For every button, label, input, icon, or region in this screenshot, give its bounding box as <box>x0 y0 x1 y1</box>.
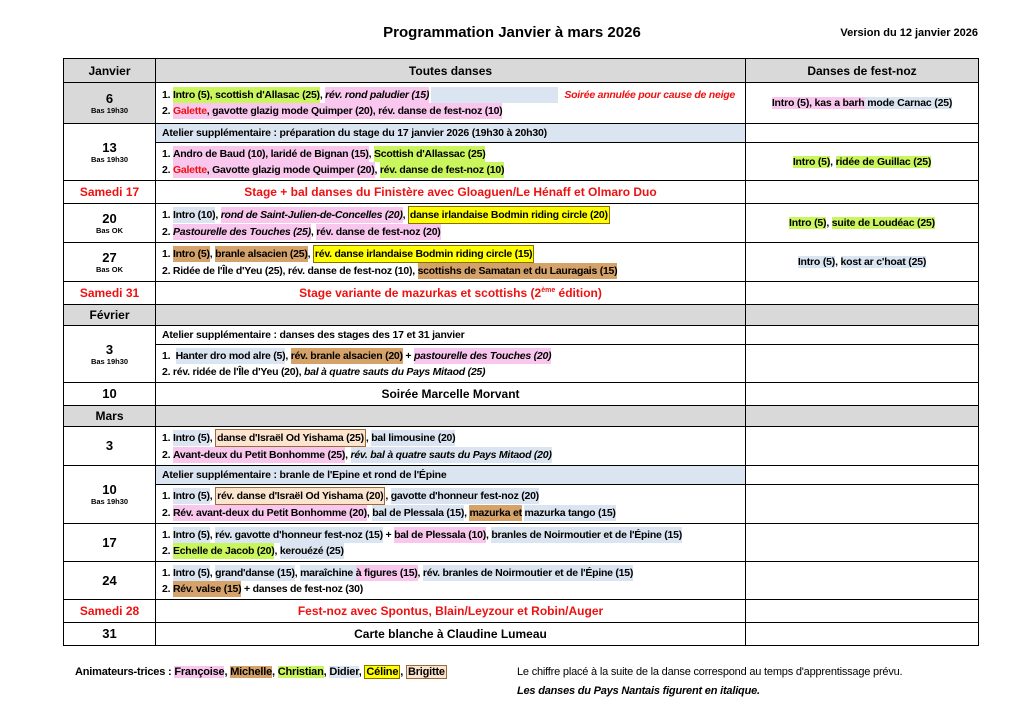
festnoz-cell <box>746 524 979 562</box>
separator: , <box>272 666 278 678</box>
text-segment: Intro (5), kas a barh <box>771 97 865 109</box>
table-row <box>64 524 979 562</box>
table-row <box>64 427 979 466</box>
text-segment: , gavotte glazig mode Quimper (20), rév. danse de fest-noz (10) <box>206 105 503 117</box>
table-row <box>64 326 979 345</box>
text-segment: , <box>417 566 423 579</box>
date-number: 3 <box>105 438 114 453</box>
text-segment: mode Carnac (25) <box>864 97 953 109</box>
festnoz-cell <box>746 466 979 485</box>
text-segment: rév. branles de Noirmoutier et de l'Épine (15) <box>422 566 634 579</box>
festnoz-cell <box>746 485 979 524</box>
date-cell <box>64 243 156 282</box>
text-segment: , <box>310 226 317 238</box>
footer <box>75 666 1024 697</box>
festnoz-cell <box>746 383 979 406</box>
text-segment: rév. gavotte d'honneur fest-noz (15) <box>215 528 383 541</box>
table-row <box>64 383 979 406</box>
event-cell <box>156 383 746 406</box>
month-label: Février <box>64 305 156 326</box>
festnoz-cell <box>746 204 979 243</box>
dances-cell <box>156 204 746 243</box>
footer-notes <box>517 666 902 697</box>
note-learning-time: Le chiffre placé à la suite de la danse correspond au temps d'apprentissage prévu. <box>517 666 903 678</box>
text-segment: mazurka et <box>469 507 522 519</box>
separator: , <box>358 666 365 678</box>
text-segment: Rév. avant-deux du Petit Bonhomme (20) <box>172 507 367 519</box>
dance-line <box>162 103 739 119</box>
dances-cell <box>156 524 746 562</box>
text-segment: , <box>209 528 216 541</box>
text-segment: , <box>209 490 216 502</box>
table-row <box>64 243 979 282</box>
text-segment: rév. danse d'Israël Od Yishama (20) <box>215 487 385 505</box>
date-cell <box>64 83 156 124</box>
text-segment: , <box>209 432 216 444</box>
separator: , <box>323 666 330 678</box>
text-segment: , <box>835 256 841 268</box>
date-cell <box>64 562 156 600</box>
festnoz-cell <box>746 600 979 623</box>
date-cell <box>64 524 156 562</box>
month-filler <box>746 305 979 326</box>
animators-line <box>75 666 517 697</box>
dances-cell <box>156 562 746 600</box>
table-row <box>64 124 979 143</box>
text-segment: gavotte d'honneur fest-noz (20) <box>390 490 539 502</box>
text-segment: Andro de Baud (10), laridé de Bignan (15) <box>172 147 369 160</box>
text-segment: 2. Ridée de l'Île d'Yeu (25), rév. danse de fest-noz (10), <box>162 265 418 277</box>
text-segment: 2. <box>162 163 173 176</box>
festnoz-cell <box>746 83 979 124</box>
room-status: Bas OK <box>95 225 124 235</box>
atelier-cell: Atelier supplémentaire : danses des stages des 17 et 31 janvier <box>156 326 746 345</box>
text-segment: , <box>464 507 470 519</box>
text-segment: Scottish d'Allassac (25) <box>373 147 486 160</box>
month-row <box>64 406 979 427</box>
text-segment: bal à quatre sauts du Pays Mitaod (25) <box>303 365 486 378</box>
text-segment: 2. <box>162 544 173 557</box>
event-cell <box>156 282 746 305</box>
text-segment: 1. <box>162 89 173 101</box>
text-segment: bal limousine (20) <box>371 432 456 444</box>
month-row <box>64 305 979 326</box>
festnoz-cell <box>746 427 979 466</box>
text-segment: , <box>209 248 216 260</box>
text-segment: Intro (5) <box>172 490 210 502</box>
text-segment: mazurka tango (15) <box>524 507 616 519</box>
dance-line <box>162 447 739 463</box>
text-segment: 1. <box>162 528 173 541</box>
date-number: 3 <box>105 341 114 357</box>
text-segment: rév. danse irlandaise Bodmin riding circle (15) <box>313 245 534 263</box>
text-segment: 1. <box>162 248 173 260</box>
text-segment: à figures (15) <box>355 566 418 579</box>
text-segment: , <box>368 147 374 160</box>
date-cell <box>64 466 156 524</box>
text-segment: Intro (5) <box>172 432 210 444</box>
animators-label: Animateurs-trices : <box>75 666 175 678</box>
room-status: Bas 19h30 <box>90 356 129 366</box>
dance-line <box>162 224 739 240</box>
text-segment: , <box>285 349 291 362</box>
text-segment: Hanter dro mod alre (5) <box>175 349 286 362</box>
date-cell <box>64 124 156 181</box>
text-segment: bal de Plessala (10) <box>394 528 486 541</box>
header-fest-noz: Danses de fest-noz <box>746 59 979 83</box>
date-cell <box>64 204 156 243</box>
text-segment: , <box>374 163 380 176</box>
room-status: Bas 19h30 <box>90 105 129 115</box>
table-row <box>64 600 979 623</box>
event-cell <box>156 623 746 646</box>
text-segment: danse d'Israël Od Yishama (25) <box>215 429 366 447</box>
text-segment: , <box>294 566 301 579</box>
text-segment: rév. rond paludier (15) <box>325 89 430 101</box>
date-number: 6 <box>105 90 114 106</box>
text-segment: bal de Plessala (15) <box>372 507 465 519</box>
text-segment: branle alsacien (25) <box>215 248 308 260</box>
text-segment: , <box>215 209 221 221</box>
table-row <box>64 282 979 305</box>
text-segment: 1. <box>162 490 173 502</box>
table-row <box>64 181 979 204</box>
text-segment: 2. rév. ridée de l'Île d'Yeu (20), <box>162 365 304 378</box>
month-filler <box>746 406 979 427</box>
header-janvier: Janvier <box>64 59 156 83</box>
date-number: 27 <box>102 249 117 265</box>
dances-cell <box>156 243 746 282</box>
animator-name: Céline <box>366 666 399 678</box>
event-cell <box>156 181 746 204</box>
dance-line <box>162 245 739 263</box>
text-segment: Intro (5), scottish d'Allasac (25) <box>172 89 320 101</box>
program-table <box>63 58 979 646</box>
atelier-cell: Atelier supplémentaire : préparation du stage du 17 janvier 2026 (19h30 à 20h30) <box>156 124 746 143</box>
animators-names <box>174 665 447 679</box>
text-segment: Intro (5) <box>792 155 831 168</box>
text-segment: rév. branle alsacien (20) <box>290 349 403 362</box>
text-segment: kost ar c'hoat (25) <box>840 256 927 268</box>
dances-cell <box>156 143 746 181</box>
festnoz-cell <box>746 124 979 143</box>
date-cell: Samedi 17 <box>64 181 156 204</box>
date-cell: Samedi 31 <box>64 282 156 305</box>
month-filler <box>156 305 746 326</box>
text-segment: Stage variante de mazurkas et scottishs (2 <box>299 286 542 300</box>
text-segment: Intro (10) <box>172 209 216 221</box>
text-segment: , <box>307 248 313 260</box>
date-number: 31 <box>102 626 117 641</box>
text-segment: maraîchine <box>300 566 356 579</box>
text-segment: Intro (5) <box>789 217 827 229</box>
text-segment: Intro (5) <box>172 528 210 541</box>
animator-name: Françoise <box>174 666 225 678</box>
text-segment: 1. <box>162 432 173 444</box>
table-row <box>64 623 979 646</box>
text-segment: suite de Loudéac (25) <box>831 217 935 229</box>
text-segment: , <box>826 217 832 229</box>
dance-line <box>162 581 739 597</box>
page-title: Programmation Janvier à mars 2026 <box>383 24 641 41</box>
text-segment: rond de Saint-Julien-de-Concelles (20) <box>220 209 403 221</box>
table-row <box>64 83 979 124</box>
text-segment: , <box>830 155 836 168</box>
header-toutes-danses: Toutes danses <box>156 59 746 83</box>
dance-line <box>162 565 739 581</box>
text-segment: édition) <box>555 286 602 300</box>
text-segment: scottishs de Samatan et du Lauragais (15) <box>417 265 618 277</box>
month-filler <box>156 406 746 427</box>
text-segment: rév. danse de fest-noz (20) <box>316 226 441 238</box>
table-row <box>64 485 979 524</box>
text-segment: 1. <box>162 209 173 221</box>
animator-name: Michelle <box>230 666 273 678</box>
date-cell <box>64 326 156 383</box>
text-segment: 2. <box>162 582 173 595</box>
dance-line <box>162 543 739 559</box>
text-segment: Intro (5) <box>797 256 836 268</box>
text-segment: Carte blanche à Claudine Lumeau <box>354 627 547 641</box>
animator-name: Christian <box>277 666 324 678</box>
date-cell <box>64 383 156 406</box>
animator-name: Didier <box>329 666 359 678</box>
dance-line <box>162 429 739 447</box>
text-segment: 1. <box>162 566 173 579</box>
date-cell <box>64 427 156 466</box>
festnoz-cell <box>746 181 979 204</box>
text-segment: 1. <box>162 349 176 362</box>
dance-line <box>162 487 739 505</box>
text-segment: Galette <box>172 105 207 117</box>
text-segment: Pastourelle des Touches (25) <box>172 226 311 238</box>
text-segment: Stage + bal danses du Finistère avec Gloaguen/Le Hénaff et Olmaro Duo <box>244 185 657 199</box>
month-label: Mars <box>64 406 156 427</box>
date-cell: Samedi 28 <box>64 600 156 623</box>
version-label: Version du 12 janvier 2026 <box>840 27 978 39</box>
text-segment: Intro (5) <box>172 566 210 579</box>
event-cell <box>156 600 746 623</box>
dance-line <box>162 364 739 380</box>
text-segment: + <box>402 349 414 362</box>
text-segment: ème <box>541 287 556 294</box>
separator: , <box>224 666 231 678</box>
table-row <box>64 466 979 485</box>
text-segment: kerouézé (25) <box>279 544 344 557</box>
text-segment: Soirée annulée pour cause de neige <box>560 87 739 103</box>
dances-cell <box>156 485 746 524</box>
text-segment: , <box>345 449 351 461</box>
table-row <box>64 143 979 181</box>
room-status: Bas 19h30 <box>90 497 129 506</box>
room-status: Bas 19h30 <box>90 154 129 164</box>
date-number: 17 <box>102 534 117 550</box>
header-row <box>64 59 979 83</box>
dance-line <box>162 348 739 364</box>
festnoz-cell <box>746 623 979 646</box>
dance-line <box>162 263 739 279</box>
dance-line <box>162 206 739 224</box>
text-segment: 1. <box>162 147 173 160</box>
animator-name: Brigitte <box>407 666 445 678</box>
text-segment: , <box>319 89 326 101</box>
text-segment: , <box>274 544 280 557</box>
text-segment: 2. <box>162 507 173 519</box>
text-segment: , <box>209 566 216 579</box>
text-segment: + danses de fest-noz (30) <box>241 582 363 595</box>
dances-cell <box>156 83 746 124</box>
festnoz-cell <box>746 243 979 282</box>
text-segment: Intro (5) <box>172 248 210 260</box>
text-segment: danse irlandaise Bodmin riding circle (20) <box>408 206 610 224</box>
separator: , <box>400 666 406 678</box>
text-segment: 2. <box>162 226 173 238</box>
table-row <box>64 204 979 243</box>
text-segment: Avant-deux du Petit Bonhomme (25) <box>172 449 346 461</box>
schedule-body <box>64 83 979 646</box>
text-segment: 2. <box>162 105 173 117</box>
text-segment: , Gavotte glazig mode Quimper (20) <box>206 163 375 176</box>
text-segment: ridée de Guillac (25) <box>835 155 932 168</box>
room-status: Bas OK <box>95 264 124 274</box>
dance-line <box>162 505 739 521</box>
text-segment: , <box>485 528 492 541</box>
text-segment: , <box>365 432 372 444</box>
festnoz-cell <box>746 345 979 383</box>
festnoz-cell <box>746 282 979 305</box>
text-segment: Galette <box>172 163 207 176</box>
text-segment: grand'danse (15) <box>215 566 295 579</box>
date-number: 24 <box>102 572 117 588</box>
date-cell <box>64 623 156 646</box>
text-segment: + <box>382 528 395 541</box>
text-segment: pastourelle des Touches (20) <box>413 349 552 362</box>
table-row <box>64 562 979 600</box>
text-segment: Fest-noz avec Spontus, Blain/Leyzour et Robin/Auger <box>297 604 604 618</box>
text-segment: rév. bal à quatre sauts du Pays Mitaod (20) <box>350 449 552 461</box>
date-number: 10 <box>102 386 117 401</box>
text-segment: Echelle de Jacob (20) <box>172 544 275 557</box>
festnoz-cell <box>746 143 979 181</box>
atelier-cell: Atelier supplémentaire : branle de l'Epine et rond de l'Épine <box>156 466 746 485</box>
festnoz-cell <box>746 326 979 345</box>
dance-line <box>162 146 739 162</box>
date-number: 20 <box>102 210 117 226</box>
text-segment: rév. danse de fest-noz (10) <box>379 163 505 176</box>
text-segment: Rév. valse (15) <box>172 582 242 595</box>
dance-line <box>162 527 739 543</box>
text-segment: , <box>402 209 408 221</box>
masthead <box>0 0 1024 58</box>
table-row <box>64 345 979 383</box>
text-segment: Soirée Marcelle Morvant <box>381 387 520 401</box>
text-segment: 2. <box>162 449 173 461</box>
text-segment: branles de Noirmoutier et de l'Épine (15) <box>491 528 682 541</box>
text-segment: , <box>385 490 391 502</box>
date-number: 10 <box>102 482 117 497</box>
dances-cell <box>156 345 746 383</box>
dance-line <box>162 87 739 103</box>
dances-cell <box>156 427 746 466</box>
dance-line <box>162 162 739 178</box>
note-italic-dances: Les danses du Pays Nantais figurent en italique. <box>517 685 760 697</box>
date-number: 13 <box>102 139 117 155</box>
festnoz-cell <box>746 562 979 600</box>
text-segment: , <box>366 507 373 519</box>
highlight-spacer <box>431 87 558 103</box>
